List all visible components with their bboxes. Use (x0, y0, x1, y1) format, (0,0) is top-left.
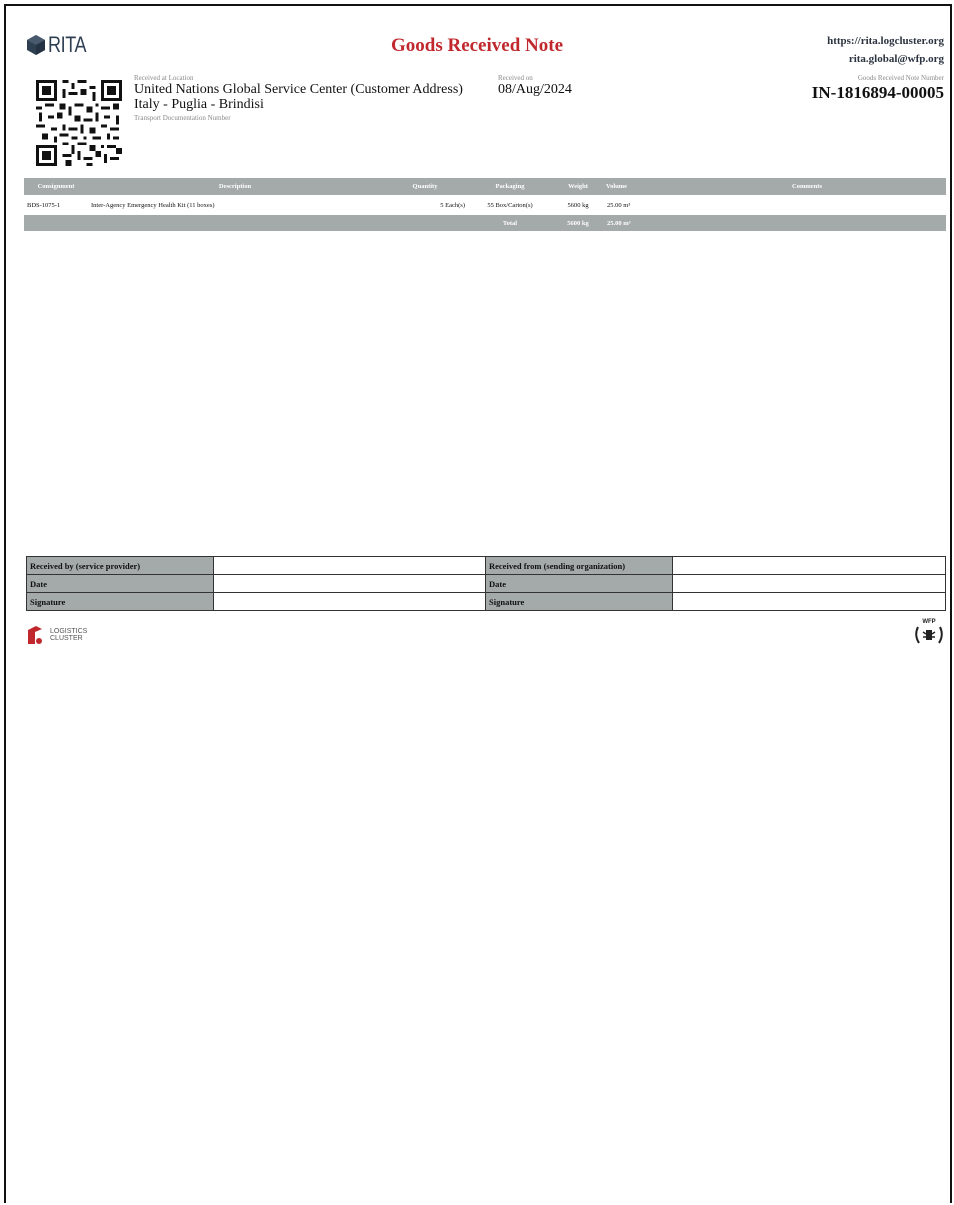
document-title: Goods Received Note (390, 35, 564, 56)
location-line2: Italy - Puglia - Brindisi (134, 97, 264, 112)
received-on-date: 08/Aug/2024 (498, 82, 572, 97)
received-by-field[interactable] (214, 557, 486, 575)
contact-links (827, 32, 944, 68)
table-row (24, 195, 946, 215)
received-from-field[interactable] (673, 557, 946, 575)
cluster-text: CLUSTER (50, 635, 83, 642)
logo-text: RITA (48, 32, 87, 57)
cell-consignment: BDS-1075-1 (27, 201, 61, 209)
received-on-block (498, 74, 572, 97)
signature-label-right: Signature (486, 593, 673, 611)
received-by-label: Received by (service provider) (27, 557, 214, 575)
location-block (134, 74, 463, 122)
grn-label: Goods Received Note Number (857, 74, 944, 82)
total-row (24, 215, 946, 231)
date-label-right: Date (486, 575, 673, 593)
email-link[interactable]: rita.global@wfp.org (848, 53, 944, 65)
total-weight: 5600 kg (552, 215, 604, 231)
received-from-label: Received from (sending organization) (486, 557, 673, 575)
grn-number: IN-1816894-00005 (811, 83, 944, 102)
wfp-logo (914, 619, 944, 650)
col-consignment: Consignment (24, 178, 88, 195)
cell-description: Inter-Agency Emergency Health Kit (11 boxes) (91, 201, 215, 209)
col-quantity: Quantity (382, 178, 468, 195)
cell-packaging: 55 Box/Carton(s) (487, 201, 533, 209)
cell-comments (668, 195, 946, 215)
date-label-left: Date (27, 575, 214, 593)
items-table (24, 178, 946, 231)
col-weight: Weight (552, 178, 604, 195)
logistics-cluster-icon (26, 626, 44, 644)
table-header-row (24, 178, 946, 195)
col-volume: Volume (604, 178, 668, 195)
total-volume: 25.00 m³ (604, 215, 668, 231)
signature-field-right[interactable] (673, 593, 946, 611)
website-link[interactable]: https://rita.logcluster.org (827, 35, 944, 47)
cell-weight: 5600 kg (567, 201, 589, 209)
date-field-right[interactable] (673, 575, 946, 593)
received-on-label: Received on (498, 74, 533, 82)
col-comments: Comments (668, 178, 946, 195)
qr-code (36, 80, 122, 166)
location-line1: United Nations Global Service Center (Customer Address) (134, 82, 463, 97)
wfp-text: WFP (922, 619, 936, 625)
logistics-text: LOGISTICS (50, 628, 88, 635)
col-description: Description (88, 178, 382, 195)
transport-doc-label: Transport Documentation Number (134, 114, 231, 122)
col-packaging: Packaging (468, 178, 552, 195)
wfp-emblem-icon (914, 625, 944, 645)
location-label: Received at Location (134, 74, 194, 82)
date-field-left[interactable] (214, 575, 486, 593)
signature-field-left[interactable] (214, 593, 486, 611)
signature-table (26, 556, 946, 611)
cell-quantity: 5 Each(s) (440, 201, 465, 209)
signature-label-left: Signature (27, 593, 214, 611)
grn-block (812, 74, 944, 104)
logistics-cluster-logo (26, 626, 87, 644)
cell-volume: 25.00 m³ (607, 201, 631, 209)
total-label: Total (468, 215, 552, 231)
